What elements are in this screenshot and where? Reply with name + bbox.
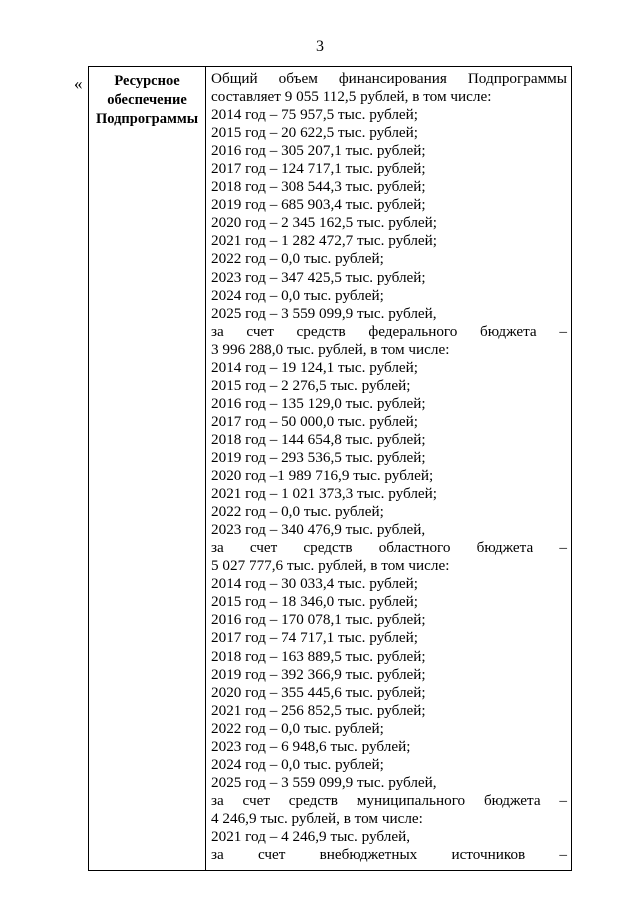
text-line: 2022 год – 0,0 тыс. рублей; xyxy=(211,250,384,268)
text-line: 2019 год – 685 903,4 тыс. рублей; xyxy=(211,196,426,214)
row-label-cell xyxy=(89,67,206,871)
text-line: составляет 9 055 112,5 рублей, в том числе: xyxy=(211,88,492,106)
word: муниципального xyxy=(356,791,466,809)
row-label-line: обеспечение xyxy=(107,92,187,108)
text-line: 2021 год – 256 852,5 тыс. рублей; xyxy=(211,701,426,719)
text-line: 2017 год – 50 000,0 тыс. рублей; xyxy=(211,412,419,430)
word: – xyxy=(559,322,567,340)
resource-table xyxy=(88,66,572,871)
word: Общий xyxy=(211,70,258,87)
text-line: 2021 год – 1 021 373,3 тыс. рублей; xyxy=(211,485,438,503)
word: бюджета xyxy=(476,539,534,557)
text-line: 2017 год – 124 717,1 тыс. рублей; xyxy=(211,160,426,178)
text-line: 2018 год – 308 544,3 тыс. рублей; xyxy=(211,178,426,196)
text-line: 2023 год – 340 476,9 тыс. рублей, xyxy=(211,521,426,539)
text-line: 2020 год –1 989 716,9 тыс. рублей; xyxy=(211,467,434,485)
text-line: 2024 год – 0,0 тыс. рублей; xyxy=(211,286,384,304)
row-label-line: Ресурсное xyxy=(114,73,180,89)
justified-text-line xyxy=(211,846,567,864)
text-line: 2014 год – 30 033,4 тыс. рублей; xyxy=(211,575,419,593)
word: счет xyxy=(246,322,274,340)
text-line: 4 246,9 тыс. рублей, в том числе: xyxy=(211,809,423,827)
text-line: 2015 год – 2 276,5 тыс. рублей; xyxy=(211,376,411,394)
text-line: 2022 год – 0,0 тыс. рублей; xyxy=(211,719,384,737)
text-line: 2022 год – 0,0 тыс. рублей; xyxy=(211,503,384,521)
text-line: 2024 год – 0,0 тыс. рублей; xyxy=(211,755,384,773)
text-line: 5 027 777,6 тыс. рублей, в том числе: xyxy=(211,557,450,575)
word: средств xyxy=(296,322,346,340)
word: – xyxy=(559,539,567,557)
text-line: 2014 год – 75 957,5 тыс. рублей; xyxy=(211,106,419,124)
text-line: 2021 год – 1 282 472,7 тыс. рублей; xyxy=(211,232,438,250)
text-line: 2025 год – 3 559 099,9 тыс. рублей, xyxy=(211,304,437,322)
word: внебюджетных xyxy=(319,846,418,864)
text-line: 2023 год – 347 425,5 тыс. рублей; xyxy=(211,268,426,286)
justified-text-line xyxy=(211,539,567,557)
word: – xyxy=(559,846,567,864)
word: средств xyxy=(303,539,353,557)
text-line: 2021 год – 4 246,9 тыс. рублей, xyxy=(211,827,411,845)
word: средств xyxy=(288,791,338,809)
word: – xyxy=(559,791,567,809)
text-line: 2016 год – 170 078,1 тыс. рублей; xyxy=(211,611,426,629)
text-line: 2025 год – 3 559 099,9 тыс. рублей, xyxy=(211,773,437,791)
word: за xyxy=(211,846,224,864)
text-line: 2020 год – 355 445,6 тыс. рублей; xyxy=(211,683,426,701)
word: Подпрограммы xyxy=(467,70,567,87)
word: бюджета xyxy=(480,322,537,340)
text-line: 2017 год – 74 717,1 тыс. рублей; xyxy=(211,629,419,647)
justified-text-line xyxy=(211,70,567,88)
text-line: 2020 год – 2 345 162,5 тыс. рублей; xyxy=(211,214,438,232)
word: счет xyxy=(249,539,278,557)
word: за xyxy=(211,539,224,557)
text-line: 2015 год – 18 346,0 тыс. рублей; xyxy=(211,593,419,611)
text-line: 2019 год – 293 536,5 тыс. рублей; xyxy=(211,448,426,466)
table-row xyxy=(89,67,572,871)
text-line: 2016 год – 135 129,0 тыс. рублей; xyxy=(211,394,426,412)
opening-quote-mark: « xyxy=(74,74,83,93)
justified-text-line xyxy=(211,323,567,341)
word: финансирования xyxy=(338,70,447,87)
justified-text-line xyxy=(211,792,567,810)
word: бюджета xyxy=(483,791,541,809)
row-label-line: Подпрограммы xyxy=(95,111,199,127)
word: объем xyxy=(278,70,318,87)
text-line: 2023 год – 6 948,6 тыс. рублей; xyxy=(211,737,411,755)
word: областного xyxy=(378,539,451,557)
row-text-cell xyxy=(206,67,572,871)
text-line: 2018 год – 144 654,8 тыс. рублей; xyxy=(211,430,426,448)
page-number: 3 xyxy=(316,38,324,55)
text-line: 2015 год – 20 622,5 тыс. рублей; xyxy=(211,124,419,142)
word: счет xyxy=(242,791,270,809)
text-line: 3 996 288,0 тыс. рублей, в том числе: xyxy=(211,340,450,358)
text-line: 2018 год – 163 889,5 тыс. рублей; xyxy=(211,647,426,665)
word: за xyxy=(211,322,224,340)
word: источников xyxy=(451,846,526,864)
word: федерального xyxy=(368,322,458,340)
text-line: 2019 год – 392 366,9 тыс. рублей; xyxy=(211,665,426,683)
text-line: 2016 год – 305 207,1 тыс. рублей; xyxy=(211,142,426,160)
text-line: 2014 год – 19 124,1 тыс. рублей; xyxy=(211,358,419,376)
word: за xyxy=(211,791,224,809)
word: счет xyxy=(257,846,286,864)
